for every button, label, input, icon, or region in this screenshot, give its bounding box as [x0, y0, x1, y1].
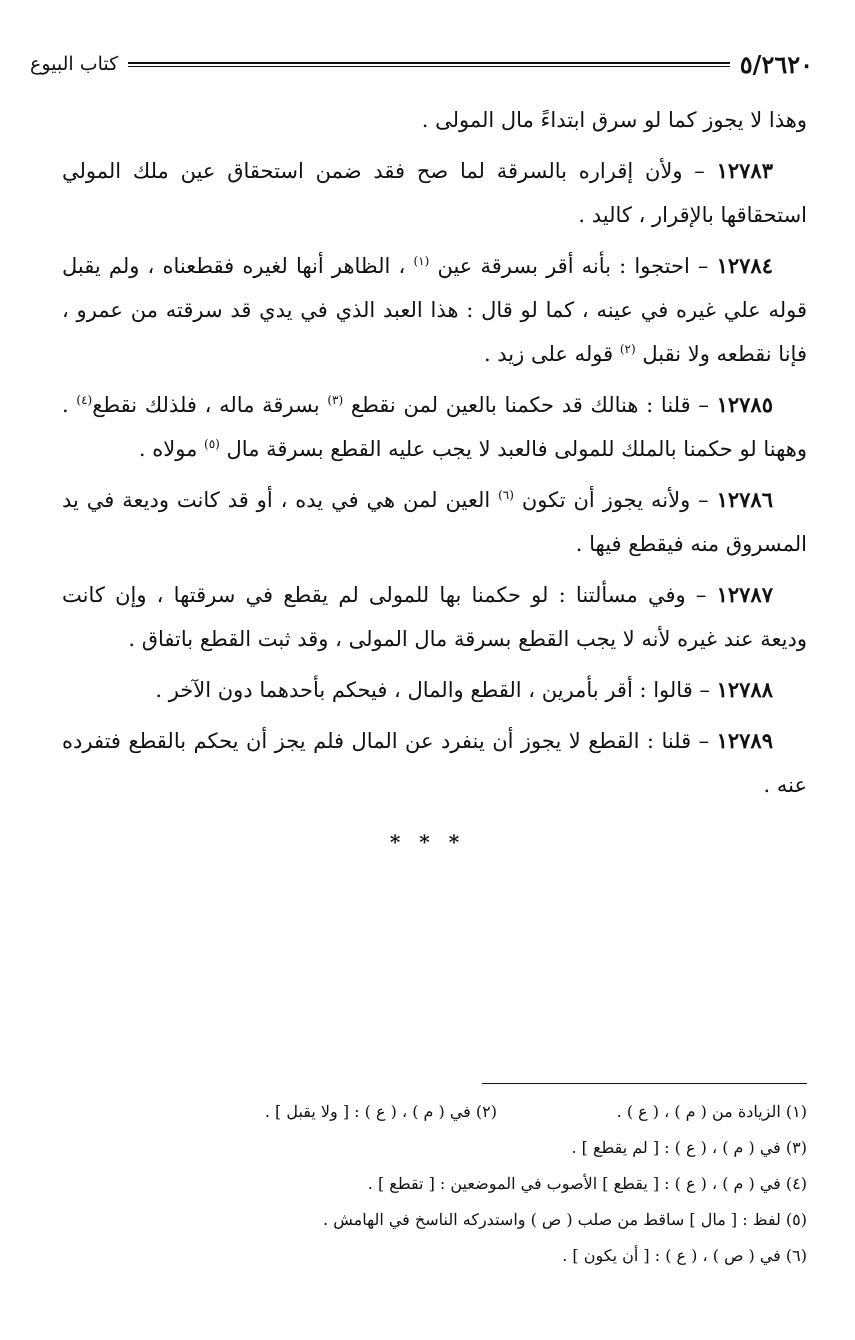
- main-text: [62, 98, 807, 814]
- paragraph-number: ١٢٧٨٩: [716, 728, 773, 753]
- paragraph-12783: ١٢٧٨٣ – ولأن إقراره بالسرقة لما صح فقد ضمن استحقاق عين ملك المولي استحقاقها بالإقرار ، كاليد .: [62, 158, 807, 227]
- footnote-row: [62, 1202, 807, 1238]
- paragraph-12789: ١٢٧٨٩ – قلنا : القطع لا يجوز أن ينفرد عن المال فلم يجز أن يحكم بالقطع فتفرده عنه .: [62, 728, 807, 797]
- footnote-row: [62, 1130, 807, 1166]
- paragraph-number: ١٢٧٨٧: [716, 582, 773, 607]
- paragraph-number: ١٢٧٨٥: [716, 392, 773, 417]
- section-separator: * * *: [389, 830, 466, 854]
- footnote-ref: (٢): [619, 342, 636, 356]
- paragraph-12786: ١٢٧٨٦ – ولأنه يجوز أن تكون $^{(٦)}$ العين لمن هي في يده ، أو قد كانت وديعة في يد المسروق منه فيقطع فيها .: [62, 487, 807, 556]
- footnote-6: (٦) في ( ص ) ، ( ع ) : [ أن يكون ] .: [562, 1246, 807, 1265]
- paragraph-12788: ١٢٧٨٨ – قالوا : أقر بأمرين ، القطع والمال ، فيحكم بأحدهما دون الآخر .: [155, 677, 773, 702]
- footnote-4: (٤) في ( م ) ، ( ع ) : [ يقطع ] الأصوب في الموضعين : [ تقطع ] .: [367, 1174, 807, 1193]
- footnote-row: [62, 1166, 807, 1202]
- footnote-row: [62, 1094, 807, 1130]
- footnote-3: (٣) في ( م ) ، ( ع ) : [ لم يقطع ] .: [571, 1138, 807, 1157]
- footnote-ref: (١): [413, 254, 430, 268]
- book-title: كتاب البيوع: [30, 53, 119, 75]
- footnotes: [62, 1094, 807, 1274]
- paragraph-intro: وهذا لا يجوز كما لو سرق ابتداءً مال المولى .: [421, 108, 807, 132]
- footnote-row: [62, 1238, 807, 1274]
- paragraph-number: ١٢٧٨٤: [716, 253, 773, 278]
- footnote-ref: (٥): [204, 437, 220, 451]
- footnote-1: (١) الزيادة من ( م ) ، ( ع ) .: [616, 1102, 807, 1121]
- footnote-2: (٢) في ( م ) ، ( ع ) : [ ولا يقبل ] .: [264, 1102, 497, 1121]
- header-rule: [128, 62, 730, 67]
- paragraph-12785: ١٢٧٨٥ – قلنا : هنالك قد حكمنا بالعين لمن نقطع $^{(٣)}$ بسرقة ماله ، فلذلك نقطع$^{(٤)}$ . وههنا لو حكمنا بالملك للمولى فالعبد لا يجب عليه القطع بسرقة مال $^{(٥)}$ مولاه .: [62, 392, 807, 461]
- paragraph-number: ١٢٧٨٦: [716, 487, 773, 512]
- paragraph-12787: ١٢٧٨٧ – وفي مسألتنا : لو حكمنا بها للمولى لم يقطع في سرقتها ، وإن كانت وديعة عند غيره لأنه لا يجب القطع بسرقة مال المولى ، وقد ثبت القطع باتفاق .: [62, 582, 807, 651]
- footnote-ref: (٤): [76, 393, 93, 407]
- footnote-ref: (٦): [498, 488, 514, 502]
- page-header: [30, 44, 813, 84]
- footnote-rule: [482, 1083, 807, 1084]
- paragraph-number: ١٢٧٨٣: [716, 158, 773, 183]
- footnote-5: (٥) لفظ : [ مال ] ساقط من صلب ( ص ) واستدركه الناسخ في الهامش .: [323, 1210, 807, 1229]
- paragraph-number: ١٢٧٨٨: [716, 677, 773, 702]
- footnote-ref: (٣): [327, 393, 344, 407]
- page-number: ٥/٢٦٢٠: [739, 49, 813, 79]
- paragraph-12784: ١٢٧٨٤ – احتجوا : بأنه أقر بسرقة عين $^{(١)}$ ، الظاهر أنها لغيره فقطعناه ، ولم يقبل قوله علي غيره في عينه ، كما لو قال : هذا العبد الذي في يدي قد سرقته من عمرو ، فإنا نقطعه ولا نقبل $^{(٢)}$ قوله على زيد .: [62, 253, 807, 366]
